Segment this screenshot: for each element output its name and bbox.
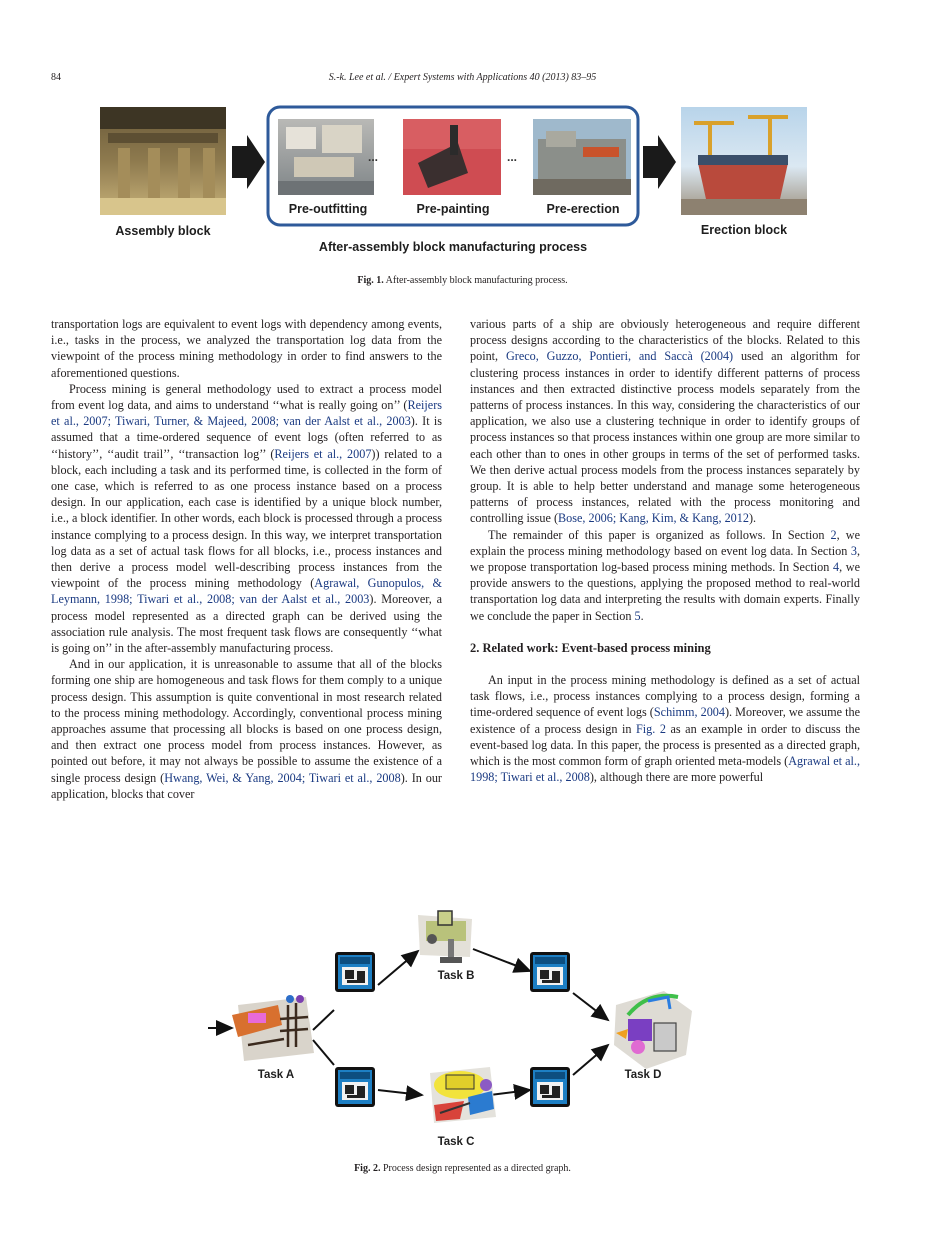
terminal-icon: [530, 1067, 570, 1107]
paragraph: [470, 316, 860, 527]
right-column: [470, 316, 860, 785]
figure-link[interactable]: Fig. 2: [636, 721, 666, 736]
terminal-icon: [530, 952, 570, 992]
text: And in our application, it is unreasonable to assume that all of the blocks forming one ship are homogeneous and task flows for them comply to a unique process design. This assumption is quite conventional in most research related to the process mining methodology. Accordingly, conventional process mining approaches assume that processing all blocks is based on one process design, and then extract one process model from process instances. However, as pointed out before, it may not always be possible to assume the existence of a single process design (: [51, 657, 442, 785]
figure-1-graphic: [98, 103, 808, 263]
task-d-icon: [614, 991, 692, 1069]
text: ). Moreover, we assume the existence of a process design in: [470, 705, 860, 736]
arrow-icon: [643, 135, 676, 189]
figure-1-caption: [0, 275, 925, 286]
label-pre-outfitting: Pre-outfitting: [288, 202, 368, 216]
caption-label: Fig. 2.: [354, 1163, 381, 1174]
running-title: S.-k. Lee et al. / Expert Systems with Applications 40 (2013) 83–95: [328, 72, 597, 83]
label-erection-block: Erection block: [700, 223, 788, 237]
edge-a-b: [378, 951, 418, 985]
label-process: After-assembly block manufacturing process: [318, 240, 588, 254]
pre-painting-photo: [403, 119, 501, 195]
text: Process mining is general methodology used to extract a process model from event log data, and aims to understand ‘‘what is really going on’’ (: [51, 381, 442, 413]
text: An input in the process mining methodology is defined as a set of actual task flows, i.e., process instances complying to a process design, forming a time-ordered sequence of event logs (: [470, 673, 860, 720]
citation-link[interactable]: Reijers et al., 2007; Tiwari, Turner, & Majeed, 2008; van der Aalst et al., 2003: [51, 398, 442, 429]
text: ). It is assumed that a time-ordered sequence of event logs (often referred to as ‘‘history’’, ‘‘audit trail’’, ‘‘transaction log’’ (: [51, 414, 442, 461]
text: ), although there are more powerful: [589, 770, 764, 785]
caption-text: Process design represented as a directed graph.: [380, 1163, 571, 1174]
caption-text: After-assembly block manufacturing process.: [383, 275, 568, 286]
citation-link[interactable]: Agrawal, Gunopulos, & Leymann, 1998; Tiwari et al., 2008; van der Aalst et al., 2003: [51, 576, 443, 607]
pre-outfitting-photo: [278, 119, 374, 195]
edge-c-d: [490, 1090, 530, 1095]
edge-c-d: [573, 1045, 608, 1075]
edge-a-b: [313, 1010, 334, 1030]
text: , we provide answers to the questions, applying the proposed method to real-world transportation log data and interpreting the results with domain experts. Finally we conclude the paper in Section: [470, 560, 860, 623]
paragraph: [470, 527, 860, 624]
citation-link[interactable]: Greco, Guzzo, Pontieri, and Saccà (2004): [505, 349, 734, 364]
ellipsis-1: ...: [368, 150, 379, 164]
citation-link[interactable]: Schimm, 2004: [653, 705, 725, 720]
text: The remainder of this paper is organized as follows. In Section: [488, 527, 831, 542]
figure-2-graphic: [208, 905, 708, 1155]
caption-label: Fig. 1.: [357, 275, 384, 286]
edge-a-c: [378, 1090, 422, 1095]
section-link[interactable]: 5: [634, 608, 641, 623]
arrow-icon: [232, 135, 265, 189]
text: used an algorithm for clustering process instances in order to identify different patterns of process instances and then extracted distinctive process models separately from the patterns of process instances. In this way, considering the characteristics of our application, we also use a clustering technique in order to identify groups of process instances so that process instances within one group are more similar to each other than to ones in other groups in terms of the set of performed tasks. We then derive actual process models from the process instances separately by group. It is able to help better understand and manage some heterogeneous patterns of process instances, related with the process monitoring and controlling issue (: [470, 349, 860, 526]
text: as an example in order to discuss the event-based log data. In this paper, the process is presented as a directed graph, which is the most common form of graph oriented meta-models (: [470, 721, 860, 769]
edge-b-d: [473, 949, 530, 971]
text: ).: [748, 511, 757, 526]
edge-b-d: [573, 993, 608, 1020]
text: transportation logs are equivalent to event logs with dependency among events, i.e., tasks in the process, we analyzed the transportation log data from the viewpoint of the process mining methodology in order to find answers to the aforementioned questions.: [51, 317, 442, 380]
text: , we propose transportation log-based process mining methods. In Section: [470, 543, 860, 575]
task-a-icon: [232, 995, 314, 1061]
pre-erection-photo: [533, 119, 631, 195]
figure-1: [98, 103, 808, 263]
label-pre-painting: Pre-painting: [416, 202, 490, 216]
paragraph: [51, 316, 442, 381]
paragraph: [470, 672, 860, 785]
figure-2-caption: [0, 1163, 925, 1174]
text: ). In our application, blocks that cover: [51, 770, 442, 801]
section-link[interactable]: 3: [850, 543, 857, 558]
terminal-icon: [335, 952, 375, 992]
section-link[interactable]: 4: [832, 560, 840, 575]
terminal-icon: [335, 1067, 375, 1107]
citation-link[interactable]: Reijers et al., 2007: [274, 446, 372, 461]
label-task-d: Task D: [624, 1069, 662, 1081]
text: )) related to a block, each including a task and its performed time, is collected in the form of one case, which is referred to as one process instance based on a process design. In our application, each case is identified by a unique block number, i.e., a block identifier. In other words, each block is processed through a process instance complying to a process design. In this way, we interpret transportation log data as a set of actual task flows for all blocks, i.e., process instances and then derive a process model well-describing process instances from the viewpoint of the process mining methodology (: [51, 446, 442, 591]
label-task-c: Task C: [437, 1136, 475, 1148]
task-c-icon: [430, 1067, 496, 1123]
paragraph: [51, 656, 442, 802]
label-pre-erection: Pre-erection: [546, 202, 620, 216]
citation-link[interactable]: Bose, 2006; Kang, Kim, & Kang, 2012: [558, 511, 749, 526]
erection-block-photo: [681, 107, 807, 215]
left-column: [51, 316, 442, 802]
text: , we explain the process mining methodology based on event log data. In Section: [470, 527, 860, 558]
assembly-block-photo: [100, 107, 226, 215]
page-number: 84: [51, 72, 61, 83]
text: various parts of a ship are obviously heterogeneous and require different process designs according to the characteristics of the blocks. Related to this point,: [470, 317, 860, 364]
ellipsis-2: ...: [507, 150, 518, 164]
label-task-b: Task B: [437, 970, 475, 982]
figure-2: [208, 905, 708, 1155]
section-heading: 2. Related work: Event-based process mining: [470, 640, 711, 655]
page-header: [0, 72, 925, 88]
label-assembly-block: Assembly block: [115, 224, 211, 238]
section-link[interactable]: 2: [830, 527, 837, 542]
paragraph: [51, 381, 442, 656]
label-task-a: Task A: [257, 1069, 295, 1081]
text: .: [640, 608, 644, 623]
citation-link[interactable]: Agrawal et al., 1998; Tiwari et al., 2008: [470, 754, 860, 785]
edge-a-c: [313, 1040, 334, 1065]
task-b-icon: [418, 911, 472, 963]
citation-link[interactable]: Hwang, Wei, & Yang, 2004; Tiwari et al., 2008: [164, 770, 401, 785]
text: ). Moreover, a process model represented as a directed graph can be derived using the association rule analysis. The most frequent task flows are consequently ‘‘what is going on’’ in the after-assembly manufacturing process.: [51, 592, 442, 656]
